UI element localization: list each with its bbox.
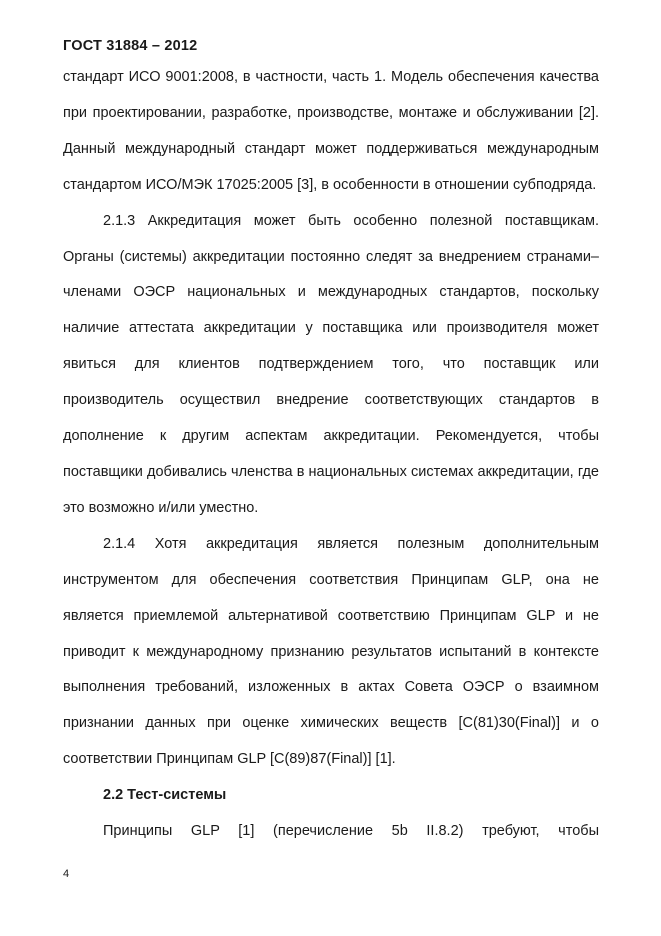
paragraph-2-1-4: 2.1.4 Хотя аккредитация является полезным дополнительным инструментом для обеспечения соответствия Принципам GLP, она не является приемлемой альтернативой соответствию Принципам GLP и не приводит к международному признанию результатов испытаний в контексте выполнения требований, изложенных в актах Совета ОЭСР о взаимном признании данных при оценке химических веществ [C(81)30(Final)] и о соответствии Принципам GLP [C(89)87(Final)] [1]. <box>63 535 599 768</box>
page-number: 4 <box>63 868 70 880</box>
document-header: ГОСТ 31884 – 2012 <box>63 38 198 54</box>
section-heading: 2.2 Тест-системы <box>103 787 227 804</box>
document-body <box>63 60 599 850</box>
paragraph-2-1-3: 2.1.3 Аккредитация может быть особенно полезной поставщикам. Органы (системы) аккредитации постоянно следят за внедрением странами–членами ОЭСР национальных и международных стандартов, поскольку наличие аттестата аккредитации у поставщика или производителя может явиться для клиентов подтверждением того, что поставщик или производитель осуществил внедрение соответствующих стандартов в дополнение к другим аспектам аккредитации. Рекомендуется, чтобы поставщики добивались членства в национальных системах аккредитации, где это возможно и/или уместно. <box>63 212 599 516</box>
paragraph-continuation: стандарт ИСО 9001:2008, в частности, часть 1. Модель обеспечения качества при проектировании, разработке, производстве, монтаже и обслуживании [2]. Данный международный стандарт может поддерживаться международным стандартом ИСО/МЭК 17025:2005 [3], в особенности в отношении субподряда. <box>63 69 599 193</box>
paragraph-2-2-start: Принципы GLP [1] (перечисление 5b II.8.2) требуют, чтобы <box>103 823 599 840</box>
